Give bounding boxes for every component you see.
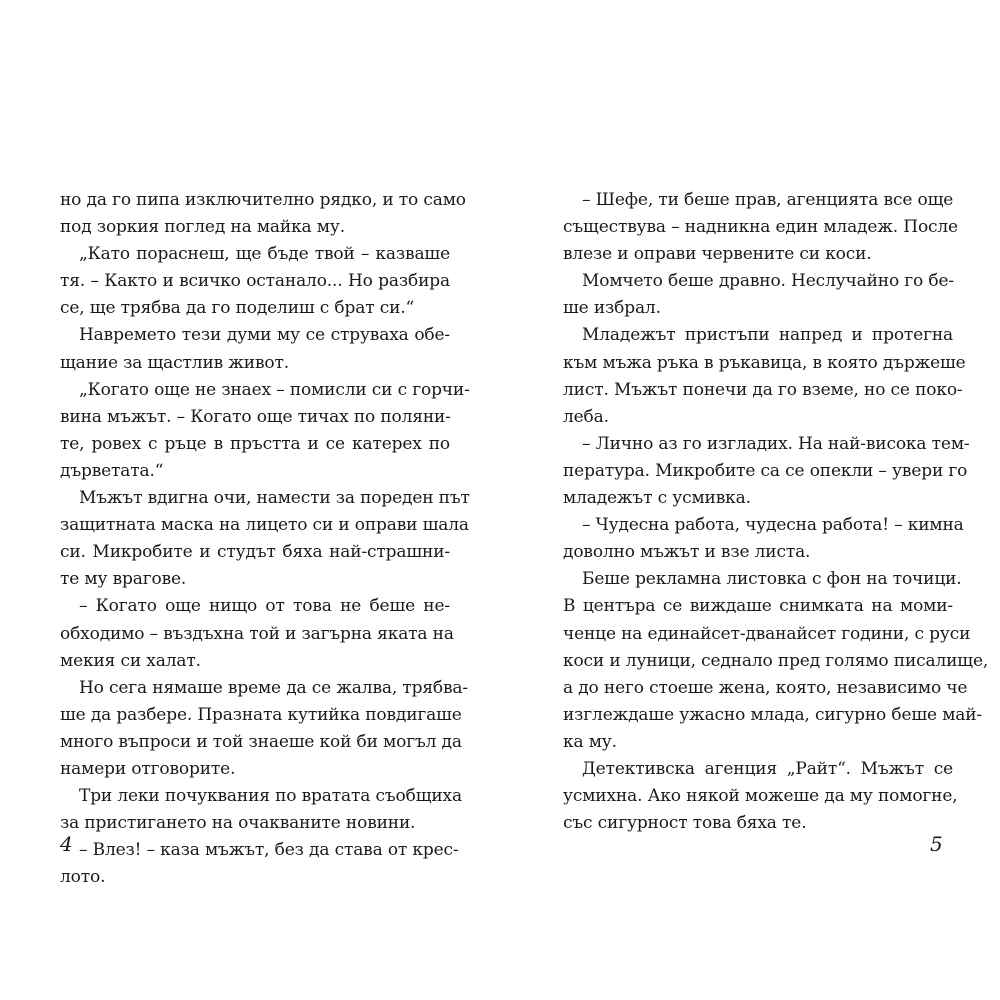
text-line: те му врагове. [60,569,187,590]
text-line: Момчето беше дравно. Неслучайно го бе- [582,271,954,292]
text-line: Три леки почуквания по вратата съобщиха [79,786,462,807]
text-line: – Когато още нищо от това не беше не- [79,596,450,617]
text-line: под зоркия поглед на майка му. [60,217,345,238]
text-line: ше избрал. [563,298,661,319]
text-line: дърветата.“ [60,460,164,481]
text-line: лото. [60,867,106,888]
text-line: вина мъжът. – Когато още тичах по поляни- [60,406,451,427]
text-line: влезе и оправи червените си коси. [563,244,872,265]
text-line: леба. [563,406,609,427]
text-line: със сигурност това бяха те. [563,813,807,834]
page-number-left: 4 [60,832,73,856]
text-line: младежът с усмивка. [563,488,751,509]
text-line: тя. – Както и всичко останало... Но разбира [60,271,450,292]
text-line: а до него стоеше жена, която, независимо че [563,677,968,698]
text-line: но да го пипа изключително рядко, и то само [60,190,466,210]
text-line: пература. Микробите са се опекли – увери го [563,460,968,481]
text-line: те, ровех с ръце в пръстта и се катерех по [60,433,450,454]
text-line: Детективска агенция „Райт“. Мъжът се [582,758,953,779]
text-line: към мъжа ръка в ръкавица, в която държеше [563,352,966,373]
text-line: за пристигането на очакваните новини. [60,813,416,834]
left-page-body [60,187,470,891]
text-line: – Чудесна работа, чудесна работа! – кимна [582,515,964,536]
text-line: ченце на единайсет-дванайсет години, с руси [563,623,971,644]
text-line: изглеждаше ужасно млада, сигурно беше май- [563,704,983,725]
text-line: – Лично аз го изгладих. На най-висока тем- [582,433,970,454]
text-line: Навремето тези думи му се струваха обе- [79,325,450,346]
text-line: ше да разбере. Празната кутийка повдигаше [60,704,462,725]
text-line: „Като пораснеш, ще бъде твой – казваше [79,244,450,265]
text-line: обходимо – въздъхна той и загърна яката на [60,623,454,644]
text-line: „Когато още не знаех – помисли си с горчи- [79,379,470,400]
text-line: коси и луници, седнало пред голямо писалище, [563,650,989,671]
text-line: Младежът пристъпи напред и протегна [582,325,953,346]
text-line: Мъжът вдигна очи, намести за пореден път [79,488,470,509]
text-line: защитната маска на лицето си и оправи шала [60,515,469,536]
text-line: В центъра се виждаше снимката на моми- [563,596,953,617]
text-line: ка му. [563,731,617,752]
text-line: Но сега нямаше време да се жалва, трябва- [79,677,469,698]
text-line: усмихна. Ако някой можеше да му помогне, [563,786,958,807]
text-line: съществува – надникна един младеж. После [563,217,958,238]
text-line: Беше рекламна листовка с фон на точици. [582,569,962,590]
text-line: – Влез! – каза мъжът, без да става от крес- [79,840,459,861]
text-line: – Шефе, ти беше прав, агенцията все още [582,190,954,210]
text-line: щание за щастлив живот. [60,352,289,373]
text-line: мекия си халат. [60,650,201,671]
text-line: лист. Мъжът понечи да го вземе, но се поко- [563,379,963,400]
page-number-right: 5 [930,832,943,856]
text-line: много въпроси и той знаеше кой би могъл да [60,731,462,752]
text-line: си. Микробите и студът бяха най-страшни- [60,542,450,563]
text-line: се, ще трябва да го поделиш с брат си.“ [60,298,415,319]
text-line: намери отговорите. [60,758,236,779]
right-page-body [563,187,989,837]
text-line: доволно мъжът и взе листа. [563,542,811,563]
